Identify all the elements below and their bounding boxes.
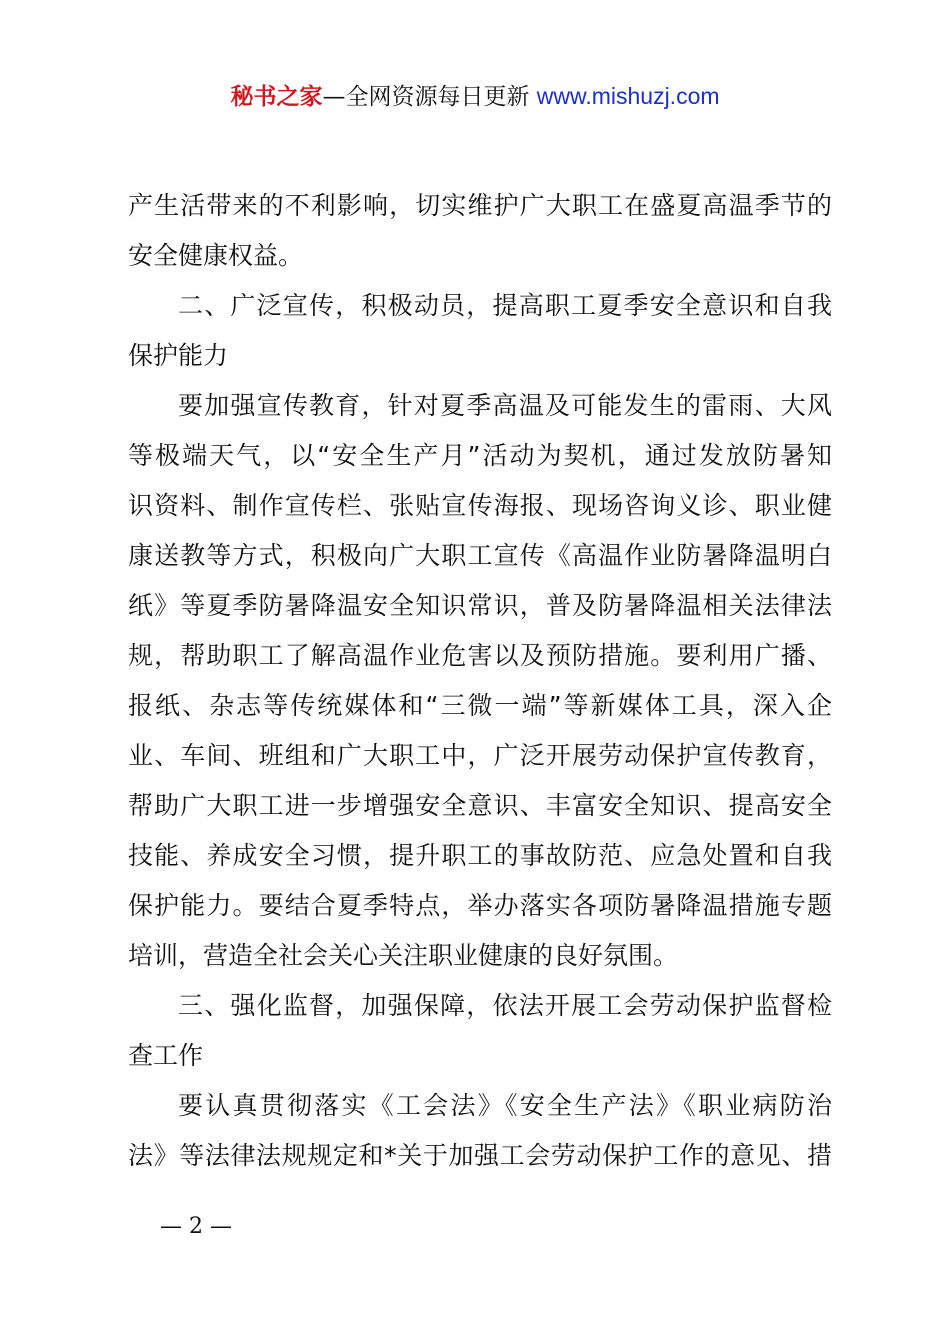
site-url[interactable]: www.mishuzj.com: [536, 83, 720, 109]
text-line: 法》等法律法规规定和*关于加强工会劳动保护工作的意见、措: [128, 1141, 832, 1170]
text-line: 报纸、杂志等传统媒体和“三微一端”等新媒体工具，深入企: [128, 691, 832, 720]
text-line: 安全健康权益。: [128, 241, 304, 270]
text-line: 帮助广大职工进一步增强安全意识、丰富安全知识、提高安全: [128, 791, 832, 820]
text-line: 保护能力。要结合夏季特点，举办落实各项防暑降温措施专题: [128, 891, 832, 920]
text-line: 培训，营造全社会关心关注职业健康的良好氛围。: [128, 941, 679, 970]
site-brand: 秘书之家: [230, 84, 323, 110]
site-tagline: —全网资源每日更新: [322, 84, 537, 110]
text-line: 纸》等夏季防暑降温安全知识常识，普及防暑降温相关法律法: [128, 591, 832, 620]
section-heading-line: 三、强化监督，加强保障，依法开展工会劳动保护监督检: [178, 991, 832, 1020]
text-line: 产生活带来的不利影响，切实维护广大职工在盛夏高温季节的: [128, 191, 832, 220]
section-heading-line: 二、广泛宣传，积极动员，提高职工夏季安全意识和自我: [178, 291, 832, 320]
section-heading-line: 保护能力: [128, 341, 229, 370]
page-number: — 2 —: [160, 1214, 232, 1239]
text-line: 康送教等方式，积极向广大职工宣传《高温作业防暑降温明白: [128, 541, 832, 570]
text-line: 识资料、制作宣传栏、张贴宣传海报、现场咨询义诊、职业健: [128, 491, 832, 520]
section-heading-line: 查工作: [128, 1041, 204, 1070]
text-line: 等极端天气，以“安全生产月”活动为契机，通过发放防暑知: [128, 441, 832, 470]
site-header: [0, 80, 950, 113]
text-line: 要加强宣传教育，针对夏季高温及可能发生的雷雨、大风: [178, 391, 832, 420]
text-line: 业、车间、班组和广大职工中，广泛开展劳动保护宣传教育，: [128, 741, 832, 770]
text-line: 规，帮助职工了解高温作业危害以及预防措施。要利用广播、: [128, 641, 832, 670]
text-line: 技能、养成安全习惯，提升职工的事故防范、应急处置和自我: [128, 841, 832, 870]
text-line: 要认真贯彻落实《工会法》《安全生产法》《职业病防治: [178, 1091, 832, 1120]
document-body: [128, 181, 832, 1181]
